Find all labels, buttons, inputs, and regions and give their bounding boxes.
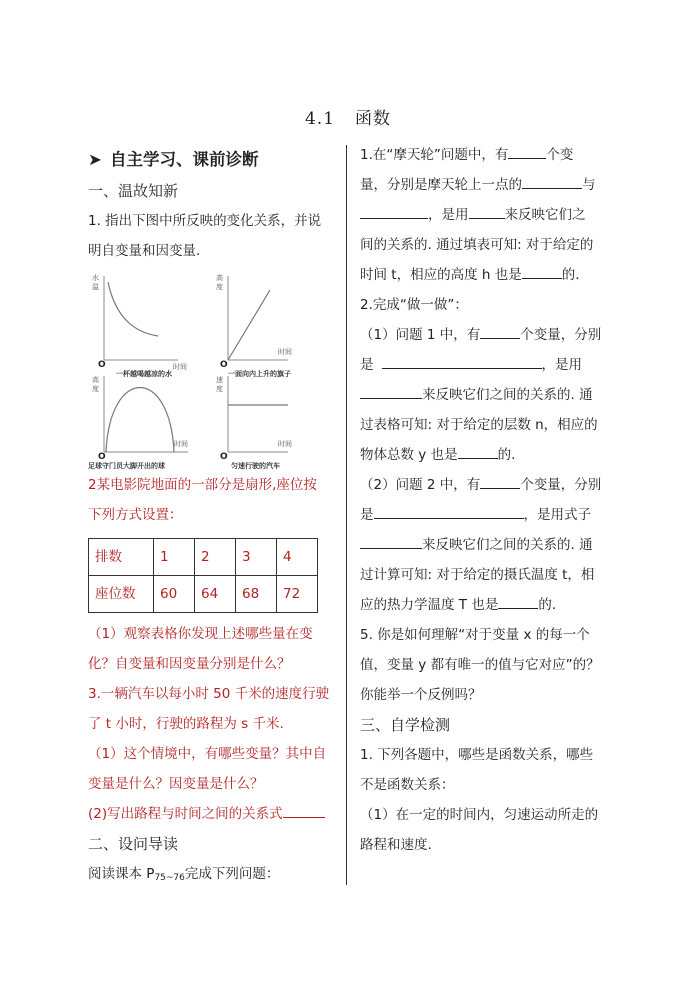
reading-instruction: 阅读课本 $P_{75\sim 76}$完成下列问题： [88, 866, 280, 883]
table-cell: 68 [236, 576, 277, 613]
r-line-14: 来反映它们之间的关系的. 通 [360, 530, 610, 560]
svg-text:O: O [220, 360, 228, 370]
part2-heading: 二、设问导读 [88, 835, 179, 853]
caption-1: 一杯越喝越凉的水 [116, 370, 172, 378]
line-increasing [228, 290, 270, 360]
question-3-line-2: 了 t 小时，行驶的路程为 s 千米. [88, 716, 284, 732]
column-divider [346, 145, 347, 885]
arrow-bullet-icon: ➤ [88, 150, 102, 169]
r-line-22: （1）在一定的时间内，匀速运动所走的 [360, 807, 599, 823]
left-column [88, 140, 343, 893]
section-heading: ➤ 自主学习、课前诊断 [88, 144, 343, 176]
graph-goal-kick [88, 375, 188, 470]
axis-ylabel-1: 水 [92, 274, 99, 282]
r-line-10: 过表格可知: 对于给定的层数 n，相应的 [360, 417, 598, 433]
svg-text:高: 高 [92, 376, 99, 384]
curve-decreasing [108, 282, 158, 336]
r-line-7: （1）问题 1 中，有 个变量，分别 [360, 320, 610, 350]
r-line-11: 物体总数 y 也是 的. [360, 440, 610, 470]
svg-text:高: 高 [216, 274, 223, 282]
origin-label-1: O [98, 360, 106, 370]
table-cell: 4 [277, 539, 318, 576]
answer-blank[interactable] [522, 264, 562, 279]
table-row [89, 539, 318, 576]
table-cell: 3 [236, 539, 277, 576]
table-cell: 2 [195, 539, 236, 576]
r-line-2: 量，分别是摩天轮上一点的 与 [360, 170, 610, 200]
table-cell: 座位数 [89, 576, 154, 613]
svg-text:O: O [98, 452, 106, 462]
question-1-line-2: 明自变量和因变量. [88, 243, 201, 259]
svg-text:度: 度 [216, 283, 223, 291]
r-line-9: 来反映它们之间的关系的. 通 [360, 380, 610, 410]
question-1-line-1: 1. 指出下图中所反映的变化关系，并说 [88, 213, 322, 229]
axis-xlabel-1: 时间 [173, 363, 187, 371]
r-line-15: 过计算可知: 对于给定的摄氏温度 t，相 [360, 567, 595, 583]
r-line-13: 是 ，是用式子 [360, 500, 610, 530]
question-3a-line-2: 变量是什么？因变量是什么？ [88, 776, 264, 792]
caption-4: 匀速行驶的汽车 [231, 462, 280, 470]
answer-blank[interactable] [360, 534, 422, 549]
caption-2: 一面向内上升的旗子 [228, 370, 291, 378]
page-title [0, 104, 696, 129]
r-line-12: （2）问题 2 中，有 个变量，分别 [360, 470, 610, 500]
r-line-19: 你能举一个反例吗？ [360, 687, 482, 703]
answer-blank[interactable] [508, 144, 546, 159]
svg-text:时间: 时间 [278, 440, 292, 448]
question-2-line-2: 下列方式设置： [88, 507, 183, 523]
question-2a-line-1: （1）观察表格你发现上述哪些量在变 [88, 626, 313, 642]
graph-figures [88, 270, 343, 470]
r-line-16: 应的热力学温度 T 也是 的. [360, 590, 610, 620]
r-line-23: 路程和速度. [360, 837, 432, 853]
graph-constant-speed [216, 375, 292, 470]
r-line-17: 5. 你是如何理解“对于变量 x 的每一个 [360, 627, 590, 643]
r-line-21: 不是函数关系： [360, 777, 455, 793]
section-title: 函数 [355, 109, 392, 129]
svg-text:时间: 时间 [278, 348, 292, 356]
answer-blank[interactable] [360, 384, 422, 399]
part1-heading: 一、温故知新 [88, 182, 179, 200]
table-cell: 72 [277, 576, 318, 613]
svg-text:时间: 时间 [174, 440, 188, 448]
table-row [89, 576, 318, 613]
question-3a-line-1: （1）这个情境中，有哪些变量？其中自 [88, 746, 327, 762]
svg-text:O: O [220, 452, 228, 462]
r-line-6: 2.完成“做一做”： [360, 297, 468, 313]
curve-parabola [106, 388, 174, 453]
r-line-8: 是 ，是用 [360, 350, 610, 380]
answer-blank[interactable] [469, 204, 505, 219]
r-line-4: 间的关系的. 通过填表可知: 对于给定的 [360, 237, 594, 253]
svg-text:度: 度 [216, 385, 223, 393]
graph-cooling-water [92, 273, 187, 378]
r-line-20: 1. 下列各题中，哪些是函数关系，哪些 [360, 747, 594, 763]
r-line-3: ，是用 来反映它们之 [360, 200, 610, 230]
answer-blank[interactable] [522, 174, 582, 189]
answer-blank[interactable] [382, 354, 542, 369]
answer-blank[interactable] [360, 204, 428, 219]
right-column [360, 140, 610, 860]
r-line-18: 值，变量 y 都有唯一的值与它对应”的？ [360, 657, 600, 673]
answer-blank[interactable] [480, 474, 520, 489]
svg-text:速: 速 [216, 376, 223, 384]
svg-text:温: 温 [92, 283, 99, 291]
table-cell: 1 [154, 539, 195, 576]
graph-rising-flag [216, 273, 292, 378]
caption-3: 足球守门员大脚开出的球 [88, 462, 165, 470]
answer-blank[interactable] [498, 594, 538, 609]
answer-blank[interactable] [283, 803, 325, 818]
r-line-5: 时间 t，相应的高度 h 也是 的. [360, 260, 610, 290]
table-cell: 60 [154, 576, 195, 613]
svg-text:度: 度 [92, 385, 99, 393]
question-2a-line-2: 化？自变量和因变量分别是什么？ [88, 656, 291, 672]
part3-heading: 三、自学检测 [360, 716, 451, 734]
question-3-line-1: 3.一辆汽车以每小时 50 千米的速度行驶 [88, 686, 330, 702]
seat-table [88, 538, 318, 613]
table-cell: 排数 [89, 539, 154, 576]
answer-blank[interactable] [374, 504, 524, 519]
answer-blank[interactable] [458, 444, 498, 459]
r-line-1: 1.在“摩天轮”问题中，有 个变 [360, 140, 610, 170]
section-number: 4.1 [304, 109, 336, 129]
question-2-line-1: 2某电影院地面的一部分是扇形,座位按 [88, 477, 317, 493]
table-cell: 64 [195, 576, 236, 613]
answer-blank[interactable] [480, 324, 520, 339]
question-3b: (2)写出路程与时间之间的关系式 [88, 799, 343, 829]
